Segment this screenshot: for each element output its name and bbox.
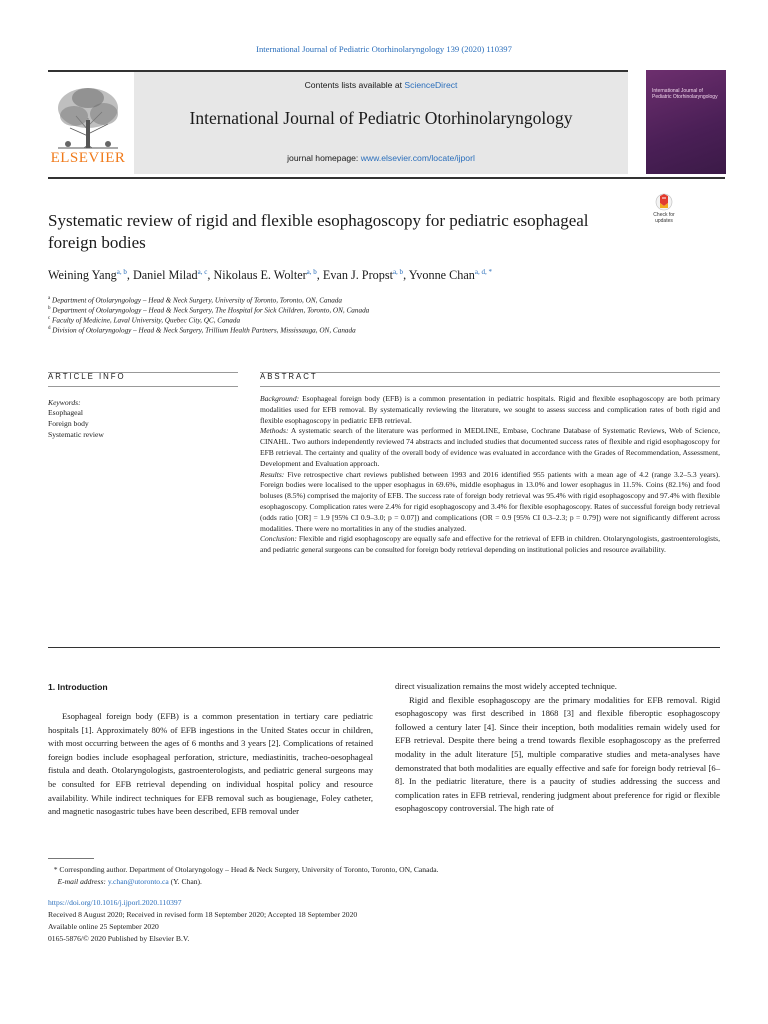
author-affiliation-sup[interactable]: a, b xyxy=(392,268,404,276)
corresponding-author-footnote xyxy=(48,864,728,888)
copyright-line: 0165-5876/© 2020 Published by Elsevier B.V. xyxy=(48,934,190,943)
affiliation-sup: b xyxy=(48,306,51,311)
affiliation-text: Department of Otolaryngology – Head & Neck Surgery, The Hospital for Sick Children, Toronto, ON, Canada xyxy=(52,306,370,315)
affiliation-item xyxy=(48,316,728,324)
cover-title-text: International Journal of Pediatric Otorhinolaryngology xyxy=(652,88,718,100)
abstract-section-text: Five retrospective chart reviews published between 1993 and 2016 identified 955 patients with a mean age of 4.2 (range 3.2–5.3 years). Foreign bodies were localised to the upper esophagus in 69.6%, middle esophagus in 13.0% and lower esophagus in 11.5%. Coins (82.1%) and food boluses (8.5%) comprised the majority of EFB. The success rate of foreign body retrieval was 95.4% with rigid esophagoscopy and 97.4% with flexible esophagoscopy. Complication rates were 2.4% for rigid esophagoscopy and 3.4% for flexible esophagoscopy. Rates of successful foreign body retrieval (odds ratio [OR] = 1.9 [95% CI 0.9–3.0; p = 0.07]) and complications (OR = 0.9 [95% CI 0.3–2.3; p = 0.79]) were not significantly different across modalities. There were no mortalities in any of the studies analyzed. xyxy=(260,469,720,533)
author-name[interactable]: Yvonne Chan xyxy=(408,268,475,283)
keyword-item: Foreign body xyxy=(48,419,89,428)
footnote-marker: * xyxy=(53,865,58,874)
article-title: Systematic review of rigid and flexible esophagoscopy for pediatric esophageal foreign bodies xyxy=(48,211,589,252)
keyword-item: Systematic review xyxy=(48,430,104,439)
affiliation-sup: d xyxy=(48,326,51,331)
abstract-rule xyxy=(260,372,720,373)
abstract-section-label: Conclusion: xyxy=(260,534,297,544)
author-name[interactable]: Evan J. Propst xyxy=(322,268,393,283)
journal-cover-thumbnail[interactable] xyxy=(646,70,726,174)
author-affiliation-sup[interactable]: a, b xyxy=(306,268,317,276)
email-link[interactable]: y.chan@utoronto.ca xyxy=(107,877,169,886)
abstract-section-label: Background: xyxy=(260,394,300,403)
author-separator: , xyxy=(403,268,409,283)
abstract-conclusion xyxy=(260,534,720,556)
affiliation-sup: c xyxy=(48,316,51,321)
affiliation-sup: a xyxy=(48,296,51,301)
author-separator: , xyxy=(207,268,214,283)
abstract-heading: ABSTRACT xyxy=(260,372,318,381)
elsevier-wordmark[interactable]: ELSEVIER xyxy=(50,150,126,166)
article-info-rule-bottom xyxy=(48,386,238,387)
intro-paragraph: Esophageal foreign body (EFB) is a common presentation in tertiary care pediatric hospitals [1]. Approximately 80% of EFB ingestions in the United States occur in children, with most occurring between the ages of 6 months and 3 years [2]. Complications of retained foreign bodies include esophageal perforation, stricture, mediastinitis, tracheo-oesophageal fistula and death. Otolaryngologists, gastroenterologists, and pediatric general surgeons may be consulted for EFB retrieval depending on individual hospital policy and resource availability. While indirect techniques for EFB removal such as bougienage, Foley catheter, and magnetic nasogastric tubes have been described, EFB removal under xyxy=(48,711,373,817)
footnote-rule xyxy=(48,858,94,859)
abstract-methods xyxy=(260,426,720,469)
abstract-background xyxy=(260,394,720,426)
introduction-heading: 1. Introduction xyxy=(48,682,108,692)
sciencedirect-link[interactable]: ScienceDirect xyxy=(404,80,458,90)
corresponding-line xyxy=(48,864,728,876)
abstract-section-text: A systematic search of the literature was performed in MEDLINE, Embase, Cochrane Database of Systematic Reviews, Web of Science, CINAHL. Two authors independently reviewed 74 abstracts and included studies that documented success rates of flexible and rigid esophagoscopy for EFB retrieval. The certainty and quality of the overall body of evidence was evaluated in accordance with the Grades of Recommendation, Assessment, Development and Evaluation approach. xyxy=(260,426,720,468)
corresponding-text: Corresponding author. Department of Otolaryngology – Head & Neck Surgery, University of Toronto, Toronto, ON, Canada. xyxy=(57,865,439,874)
author-affiliation-sup[interactable]: a, b xyxy=(116,268,127,276)
homepage-link[interactable]: www.elsevier.com/locate/ijporl xyxy=(360,153,475,163)
author-name[interactable]: Nikolaus E. Wolter xyxy=(213,268,307,283)
article-footer xyxy=(48,897,728,945)
intro-right-column xyxy=(395,680,720,816)
journal-homepage-line xyxy=(134,153,628,163)
author-separator: , xyxy=(126,268,133,283)
affiliation-item xyxy=(48,296,728,304)
received-dates: Received 8 August 2020; Received in revised form 18 September 2020; Accepted 18 September 2020 xyxy=(48,910,358,919)
available-online: Available online 25 September 2020 xyxy=(48,922,159,931)
author-affiliation-sup[interactable]: a, d, * xyxy=(474,268,492,276)
abstract-rule-bottom xyxy=(260,386,720,387)
check-for-updates-label[interactable]: Check for updates xyxy=(653,212,675,224)
abstract-body xyxy=(260,394,720,556)
homepage-prefix: journal homepage: xyxy=(287,153,361,163)
abstract-section-text: Esophageal foreign body (EFB) is a common presentation in pediatric hospitals. Rigid and flexible esophagoscopy are both primary modalities used for EFB removal. By systematically reviewing the literature, we sought to assess success and complication rates of both rigid and flexible esophagoscopy in pediatric EFB retrieval. xyxy=(260,394,720,425)
abstract-section-label: Results: xyxy=(260,469,285,479)
abstract-section-text: Flexible and rigid esophagoscopy are equally safe and effective for the retrieval of EFB in children. Otolaryngologists, gastroenterologists, and pediatric general surgeons can be consulted for foreign body retrieval depending on institutional policies and resource availability. xyxy=(260,534,720,555)
author-name[interactable]: Weining Yang xyxy=(48,268,117,283)
affiliation-text: Department of Otolaryngology – Head & Neck Surgery, University of Toronto, Toronto, ON, Canada xyxy=(52,296,342,305)
author-name[interactable]: Daniel Milad xyxy=(132,268,198,283)
email-line xyxy=(48,876,728,888)
abstract-results xyxy=(260,470,720,535)
author-list xyxy=(48,268,728,283)
keywords-label: Keywords: xyxy=(48,398,81,407)
affiliation-item xyxy=(48,306,728,314)
affiliation-text: Faculty of Medicine, Laval University, Quebec City, QC, Canada xyxy=(52,316,241,325)
journal-citation[interactable]: International Journal of Pediatric Otorhinolaryngology 139 (2020) 110397 xyxy=(256,44,512,54)
contents-prefix: Contents lists available at xyxy=(304,80,405,90)
author-affiliation-sup[interactable]: a, c xyxy=(197,268,208,276)
contents-available-line xyxy=(134,80,628,90)
intro-paragraph-continuation: direct visualization remains the most widely accepted technique. xyxy=(395,681,617,691)
abstract-section-label: Methods: xyxy=(260,426,289,436)
doi-link[interactable]: https://doi.org/10.1016/j.ijporl.2020.110397 xyxy=(48,898,182,907)
keyword-item: Esophageal xyxy=(48,408,84,417)
article-info-heading: ARTICLE INFO xyxy=(48,372,126,381)
email-suffix: (Y. Chan). xyxy=(168,877,202,886)
affiliation-item xyxy=(48,326,728,334)
intro-paragraph: Rigid and flexible esophagoscopy are the primary modalities for EFB removal. Rigid esophagoscopy was first described in 1868 [3] and flexible fiberoptic esophagoscopy followed a century later [4]. Since their inception, both modalities remain widely used for EFB retrieval. Despite there being a trend towards flexible esophagoscopy as the preferred modality in the adult literature [5], multiple comparative studies and meta-analyses have demonstrated that both modalities are equally effective and safe for foreign body retrieval [6–8]. In the pediatric literature, there is a paucity of studies addressing the success and complication rates in EFB retrieval, rendering judgment about preference for rigid or flexible esophagoscopy controversial. The high rate of xyxy=(395,694,720,814)
author-separator: , xyxy=(316,268,323,283)
affiliation-text: Division of Otolaryngology – Head & Neck Surgery, Trillium Health Partners, Mississauga, ON, Canada xyxy=(52,326,356,335)
header-rule-bottom xyxy=(48,177,725,179)
journal-title: International Journal of Pediatric Otorhinolaryngology xyxy=(189,108,573,128)
abstract-end-rule xyxy=(48,647,720,648)
email-label: E-mail address: xyxy=(57,877,108,886)
intro-left-column xyxy=(48,710,373,819)
